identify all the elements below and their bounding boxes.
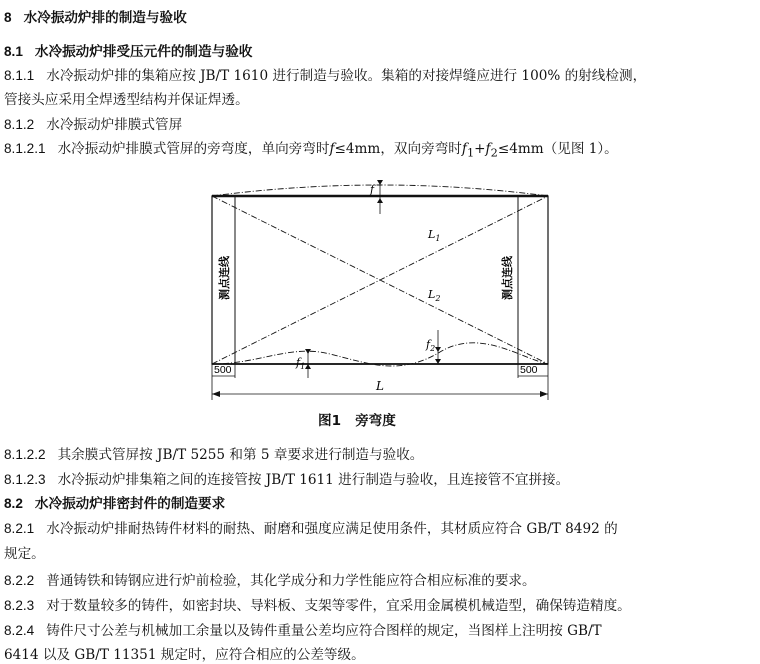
para-8-1-1-line2: 管接头应采用全焊透型结构并保证焊透。 bbox=[4, 92, 249, 108]
para-8-1-1-line1: 8.1.1 水冷振动炉排的集箱应按 JB/T 1610 进行制造与验收。集箱的对接焊缝应进行 100% 的射线检测， bbox=[4, 68, 647, 84]
f-top-arrow bbox=[377, 180, 383, 185]
dim-total-label: L bbox=[376, 379, 384, 393]
figure-1-bend-diagram bbox=[200, 180, 560, 402]
dim-total-arrow-right bbox=[540, 391, 548, 397]
section-8-1-2-heading: 8.1.2 水冷振动炉排膜式管屏 bbox=[4, 117, 183, 133]
f2-label: $f_2$ bbox=[426, 338, 436, 353]
para-8-2-1-line2: 规定。 bbox=[4, 546, 45, 562]
l1-label: $L_1$ bbox=[428, 228, 441, 243]
para-8-2-4-line1: 8.2.4 铸件尺寸公差与机械加工余量以及铸件重量公差均应符合图样的规定，当图样上注明按 GB/T bbox=[4, 623, 602, 639]
f2-arrow bbox=[435, 347, 441, 352]
para-8-1-2-2: 8.1.2.2 其余膜式管屏按 JB/T 5255 和第 5 章要求进行制造与验收。 bbox=[4, 447, 424, 463]
para-8-2-2: 8.2.2 普通铸铁和铸钢应进行炉前检验，其化学成分和力学性能应符合相应标准的要求。 bbox=[4, 573, 536, 589]
para-8-1-2-3: 8.1.2.3 水冷振动炉排集箱之间的连接管按 JB/T 1611 进行制造与验收，且连接管不宜拼接。 bbox=[4, 472, 570, 488]
dim-500-left: 500 bbox=[214, 364, 232, 376]
para-8-2-4-line2: 6414 以及 GB/T 11351 规定时，应符合相应的公差等级。 bbox=[4, 647, 365, 663]
dim-500-right: 500 bbox=[520, 364, 538, 376]
dim-total-arrow-left bbox=[212, 391, 220, 397]
section-8-2-heading: 8.2 水冷振动炉排密封件的制造要求 bbox=[4, 496, 226, 512]
section-8-heading: 8 水冷振动炉排的制造与验收 bbox=[4, 10, 187, 26]
right-measure-label: 测点连线 bbox=[501, 256, 514, 300]
para-8-2-3: 8.2.3 对于数量较多的铸件，如密封块、导料板、支架等零件，宜采用金属模机械造型，确保铸造精度。 bbox=[4, 598, 631, 614]
f1-label: $f_1$ bbox=[296, 356, 306, 371]
figure-1-caption: 图1 旁弯度 bbox=[318, 413, 396, 429]
bottom-bend-curve bbox=[212, 343, 548, 366]
f-top-label: f bbox=[370, 183, 375, 196]
para-8-2-1-line1: 8.2.1 水冷振动炉排耐热铸件材料的耐热、耐磨和强度应满足使用条件，其材质应符合 GB/T 8492 的 bbox=[4, 521, 618, 537]
section-8-1-heading: 8.1 水冷振动炉排受压元件的制造与验收 bbox=[4, 44, 253, 60]
f-top-arrow-2 bbox=[377, 198, 383, 203]
l2-label: $L_2$ bbox=[428, 288, 441, 303]
para-8-1-2-1: 8.1.2.1 水冷振动炉排膜式管屏的旁弯度，单向旁弯时f≤4mm，双向旁弯时$f_1+f_2\le 4mm$（见图 1）。 bbox=[4, 141, 618, 160]
left-measure-label: 测点连线 bbox=[218, 256, 231, 300]
